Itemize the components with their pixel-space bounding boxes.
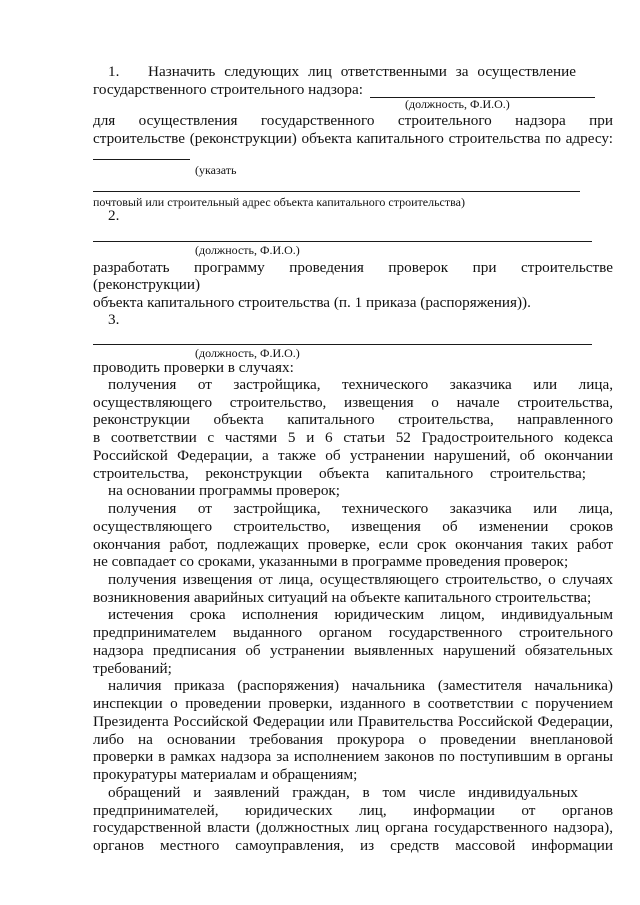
case-line: осуществляющего строительство, извещения об изменении сроков bbox=[93, 518, 613, 535]
case-line: проверки в рамках надзора за исполнением законов по поступившим в органы bbox=[93, 748, 613, 765]
position-fill-in-line bbox=[93, 241, 592, 242]
position-caption: (должность, Ф.И.О.) bbox=[195, 346, 300, 360]
position-fill-in-line bbox=[93, 344, 592, 345]
section-2-line: (реконструкции) bbox=[93, 276, 201, 293]
section-1-line: Назначить следующих лиц ответственными за осуществление bbox=[148, 63, 576, 80]
section-3-intro: проводить проверки в случаях: bbox=[93, 359, 294, 376]
case-line: в соответствии с частями 5 и 6 статьи 52 Градостроительного кодекса bbox=[93, 429, 613, 446]
case-line: требований; bbox=[93, 660, 172, 677]
case-line: государственной власти (должностных лиц органа государственного надзора), bbox=[93, 819, 613, 836]
case-line: Президента Российской Федерации или Правительства Российской Федерации, bbox=[93, 713, 613, 730]
section-2-line: объекта капитального строительства (п. 1 приказа (распоряжения)). bbox=[93, 294, 531, 311]
case-line: прокуратуры материалам и обращениям; bbox=[93, 766, 358, 783]
case-line: истечения срока исполнения юридическим лицом, индивидуальным bbox=[108, 606, 613, 623]
case-line: получения от застройщика, технического заказчика или лица, bbox=[108, 376, 613, 393]
position-caption: (должность, Ф.И.О.) bbox=[405, 97, 510, 111]
case-line: предпринимателей, юридических лиц, информации от органов bbox=[93, 802, 613, 819]
section-1-line: государственного строительного надзора: bbox=[93, 81, 363, 98]
section-2-number: 2. bbox=[108, 207, 120, 224]
case-line: не совпадает со сроками, указанными в программе проведения проверок; bbox=[93, 553, 569, 570]
case-line: наличия приказа (распоряжения) начальника (заместителя начальника) bbox=[108, 677, 613, 694]
case-line: окончания работ, подлежащих проверке, если срок окончания таких работ bbox=[93, 536, 613, 553]
case-line: реконструкции объекта капитального строительства, направленного bbox=[93, 411, 613, 428]
section-2-line: разработать программу проведения проверок при строительстве bbox=[93, 259, 613, 276]
position-caption: (должность, Ф.И.О.) bbox=[195, 243, 300, 257]
address-fill-in-line bbox=[93, 191, 580, 192]
case-line: возникновения аварийных ситуаций на объекте капитального строительства; bbox=[93, 589, 592, 606]
address-caption-start: (указать bbox=[195, 163, 237, 177]
case-line: инспекции о проведении проверки, изданного в соответствии с поручением bbox=[93, 695, 613, 712]
case-line: на основании программы проверок; bbox=[108, 482, 341, 499]
case-line: осуществляющего строительство, извещения о начале строительства, bbox=[93, 394, 613, 411]
purpose-line: для осуществления государственного строительного надзора при bbox=[93, 112, 613, 129]
address-caption-end: почтовый или строительный адрес объекта капитального строительства) bbox=[93, 195, 465, 209]
case-line: строительства, реконструкции объекта капитального строительства; bbox=[93, 465, 586, 482]
section-3-number: 3. bbox=[108, 311, 120, 328]
case-line: либо на основании требования прокурора о проведении внеплановой bbox=[93, 731, 613, 748]
section-1-number: 1. bbox=[108, 63, 120, 80]
case-line: обращений и заявлений граждан, в том числе индивидуальных bbox=[108, 784, 578, 801]
case-line: получения от застройщика, технического заказчика или лица, bbox=[108, 500, 613, 517]
case-line: надзора предписания об устранении выявленных нарушений обязательных bbox=[93, 642, 613, 659]
purpose-line: строительстве (реконструкции) объекта капитального строительства по адресу: bbox=[93, 130, 613, 147]
case-line: Российской Федерации, а также об устранении нарушений, об окончании bbox=[93, 447, 613, 464]
case-line: предпринимателем выданного органом государственного строительного bbox=[93, 624, 613, 641]
case-line: получения извещения от лица, осуществляющего строительство, о случаях bbox=[108, 571, 613, 588]
case-line: органов местного самоуправления, из средств массовой информации bbox=[93, 837, 613, 854]
address-fill-in-line bbox=[93, 159, 190, 160]
